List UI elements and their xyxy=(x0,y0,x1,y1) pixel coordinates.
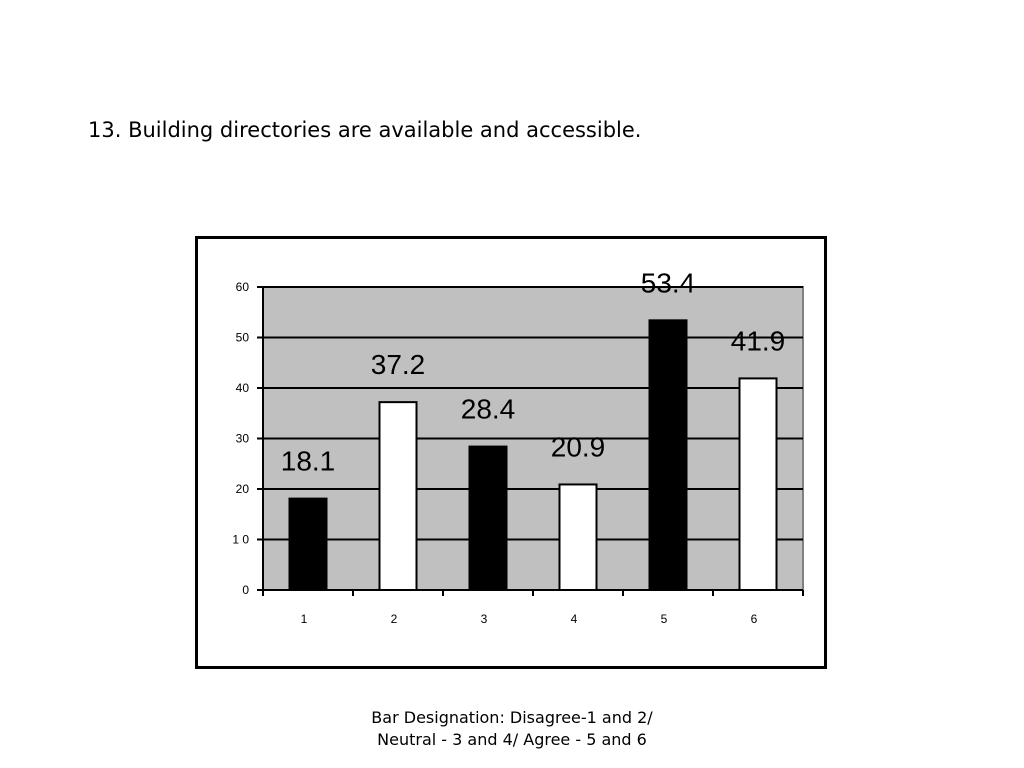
data-label: 28.4 xyxy=(460,393,516,425)
x-tick-label: 4 xyxy=(570,612,578,626)
data-label: 20.9 xyxy=(550,431,606,463)
x-tick-label: 6 xyxy=(750,612,758,626)
data-label: 37.2 xyxy=(370,349,426,381)
chart-frame xyxy=(195,236,827,669)
bar-designation-caption: Bar Designation: Disagree-1 and 2/ Neutral - 3 and 4/ Agree - 5 and 6 xyxy=(371,708,653,749)
y-tick-label: 0 xyxy=(242,583,249,597)
y-tick-label: 1 0 xyxy=(232,532,249,547)
x-tick-label: 1 xyxy=(300,612,308,626)
x-tick-label: 5 xyxy=(660,612,668,626)
y-tick-label: 50 xyxy=(235,330,249,345)
y-tick-label: 20 xyxy=(235,482,249,496)
data-label: 18.1 xyxy=(280,445,336,477)
x-tick-label: 3 xyxy=(480,612,488,626)
bar xyxy=(290,499,327,590)
y-tick-label: 30 xyxy=(235,431,249,446)
bar xyxy=(560,484,597,590)
bar xyxy=(380,402,417,590)
y-tick-label: 40 xyxy=(235,381,249,395)
bar xyxy=(740,378,777,590)
data-label: 53.4 xyxy=(640,267,696,299)
y-tick-label: 60 xyxy=(235,280,249,294)
bar xyxy=(650,320,687,590)
bar-chart xyxy=(198,239,824,666)
bar xyxy=(470,447,507,590)
slide-title: 13. Building directories are available and accessible. xyxy=(88,118,642,142)
data-label: 41.9 xyxy=(730,325,786,357)
x-tick-label: 2 xyxy=(390,612,398,626)
